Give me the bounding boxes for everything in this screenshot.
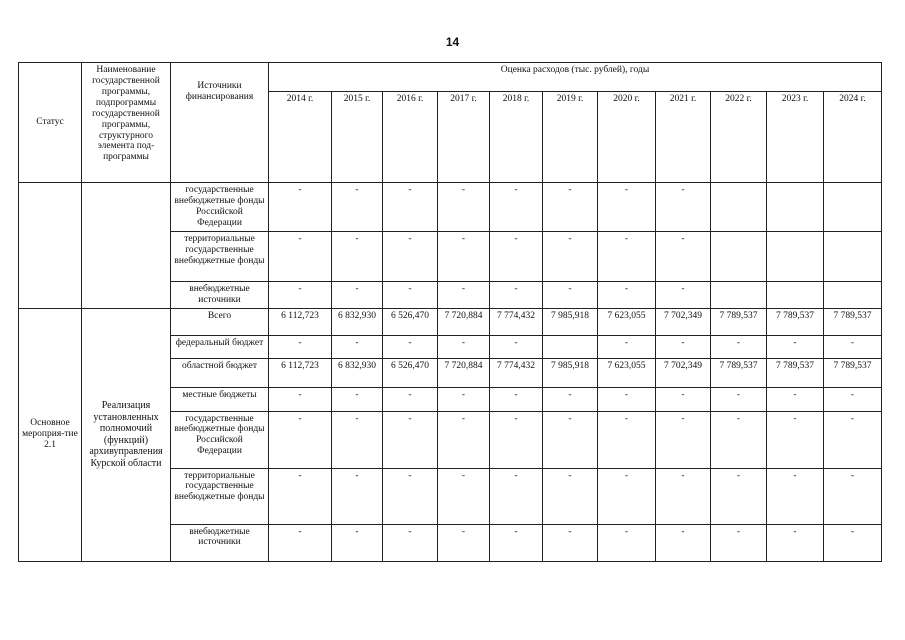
header-year: 2021 г. [656,92,711,183]
value-cell: 6 832,930 [332,308,383,335]
value-cell: - [383,468,438,524]
value-cell: - [711,468,767,524]
name-cell: Реализация установленных полномочий (функций) архивуправления Курской области [82,308,171,561]
header-year: 2017 г. [438,92,490,183]
header-year: 2016 г. [383,92,438,183]
source-cell: областной бюджет [171,358,269,387]
source-cell: территориальные государственные внебюджетные фонды [171,231,269,281]
value-cell [767,281,824,308]
value-cell: 7 702,349 [656,308,711,335]
header-sources: Источники финансирования [171,63,269,183]
value-cell: - [269,468,332,524]
value-cell: - [767,387,824,411]
value-cell: - [269,183,332,232]
value-cell: - [332,411,383,468]
value-cell [711,281,767,308]
value-cell: - [767,524,824,561]
header-year: 2019 г. [543,92,598,183]
value-cell [767,231,824,281]
name-cell-empty [82,183,171,309]
value-cell: - [824,411,882,468]
value-cell: - [656,281,711,308]
value-cell: - [332,335,383,358]
value-cell: - [543,387,598,411]
header-year: 2020 г. [598,92,656,183]
value-cell [824,231,882,281]
value-cell: - [824,524,882,561]
value-cell: - [767,468,824,524]
value-cell: 7 789,537 [767,308,824,335]
value-cell [824,281,882,308]
value-cell: - [438,335,490,358]
value-cell: - [598,411,656,468]
value-cell: - [269,231,332,281]
value-cell: - [438,281,490,308]
value-cell: - [383,335,438,358]
header-year: 2015 г. [332,92,383,183]
page-number: 14 [445,35,460,49]
value-cell: - [438,231,490,281]
source-cell: внебюджетные источники [171,524,269,561]
value-cell: - [598,281,656,308]
value-cell: - [269,411,332,468]
value-cell: - [490,281,543,308]
value-cell: - [438,411,490,468]
source-cell: государственные внебюджетные фонды Российской Федерации [171,411,269,468]
value-cell: - [490,468,543,524]
value-cell: - [332,183,383,232]
value-cell: - [269,335,332,358]
source-cell: федеральный бюджет [171,335,269,358]
value-cell: - [490,524,543,561]
source-cell: местные бюджеты [171,387,269,411]
value-cell: - [543,281,598,308]
value-cell: - [490,335,543,358]
value-cell: 6 112,723 [269,358,332,387]
header-year: 2023 г. [767,92,824,183]
value-cell: - [656,387,711,411]
value-cell: - [543,524,598,561]
value-cell: - [332,281,383,308]
value-cell: 6 112,723 [269,308,332,335]
value-cell: - [383,411,438,468]
table-row [19,183,882,232]
value-cell: - [490,231,543,281]
value-cell: - [824,387,882,411]
value-cell: - [383,281,438,308]
value-cell: - [711,387,767,411]
value-cell: 7 774,432 [490,358,543,387]
value-cell: - [383,524,438,561]
header-year: 2014 г. [269,92,332,183]
value-cell: - [711,524,767,561]
value-cell: - [543,468,598,524]
value-cell: - [438,183,490,232]
status-cell-empty [19,183,82,309]
value-cell: - [269,524,332,561]
source-cell: государственные внебюджетные фонды Российской Федерации [171,183,269,232]
header-year: 2018 г. [490,92,543,183]
value-cell: - [656,183,711,232]
value-cell: 7 720,884 [438,358,490,387]
value-cell: 6 832,930 [332,358,383,387]
status-cell: Основное мероприя-тие 2.1 [19,308,82,561]
value-cell: - [438,524,490,561]
value-cell: 7 623,055 [598,308,656,335]
value-cell: - [598,387,656,411]
header-status: Статус [19,63,82,183]
value-cell: - [656,335,711,358]
value-cell: - [656,231,711,281]
value-cell: - [490,183,543,232]
value-cell: 7 702,349 [656,358,711,387]
header-name: Наименование государственной программы, подпрограммы государственной программы, структурного элемента под-программы [82,63,171,183]
value-cell: - [332,387,383,411]
table-row [19,308,882,335]
value-cell: - [711,335,767,358]
source-cell: территориальные государственные внебюджетные фонды [171,468,269,524]
value-cell: 7 789,537 [711,308,767,335]
value-cell: - [269,281,332,308]
value-cell: 7 789,537 [824,358,882,387]
value-cell: - [656,524,711,561]
value-cell: - [598,231,656,281]
value-cell [824,183,882,232]
value-cell: - [269,387,332,411]
value-cell [711,231,767,281]
value-cell: - [438,468,490,524]
value-cell: 7 789,537 [767,358,824,387]
value-cell: - [598,335,656,358]
value-cell: - [543,183,598,232]
header-estimate: Оценка расходов (тыс. рублей), годы [269,63,882,92]
value-cell [767,183,824,232]
value-cell: 7 774,432 [490,308,543,335]
value-cell: - [598,468,656,524]
header-year: 2022 г. [711,92,767,183]
value-cell: - [711,411,767,468]
value-cell: 7 789,537 [711,358,767,387]
value-cell: - [598,524,656,561]
value-cell: - [767,335,824,358]
value-cell [711,183,767,232]
value-cell: 7 985,918 [543,308,598,335]
value-cell: - [767,411,824,468]
source-cell: Всего [171,308,269,335]
value-cell: 7 789,537 [824,308,882,335]
value-cell: 7 623,055 [598,358,656,387]
value-cell: - [332,524,383,561]
value-cell: - [490,411,543,468]
value-cell: - [656,468,711,524]
value-cell: - [332,231,383,281]
value-cell: 6 526,470 [383,308,438,335]
value-cell: 7 720,884 [438,308,490,335]
value-cell: - [332,468,383,524]
value-cell: - [543,411,598,468]
value-cell: - [383,231,438,281]
value-cell [543,335,598,358]
value-cell: - [656,411,711,468]
value-cell: - [383,183,438,232]
value-cell: 6 526,470 [383,358,438,387]
value-cell: - [543,231,598,281]
value-cell: - [383,387,438,411]
value-cell: - [490,387,543,411]
header-year: 2024 г. [824,92,882,183]
source-cell: внебюджетные источники [171,281,269,308]
value-cell: - [824,335,882,358]
value-cell: - [438,387,490,411]
expense-table [18,62,882,562]
value-cell: 7 985,918 [543,358,598,387]
value-cell: - [824,468,882,524]
value-cell: - [598,183,656,232]
